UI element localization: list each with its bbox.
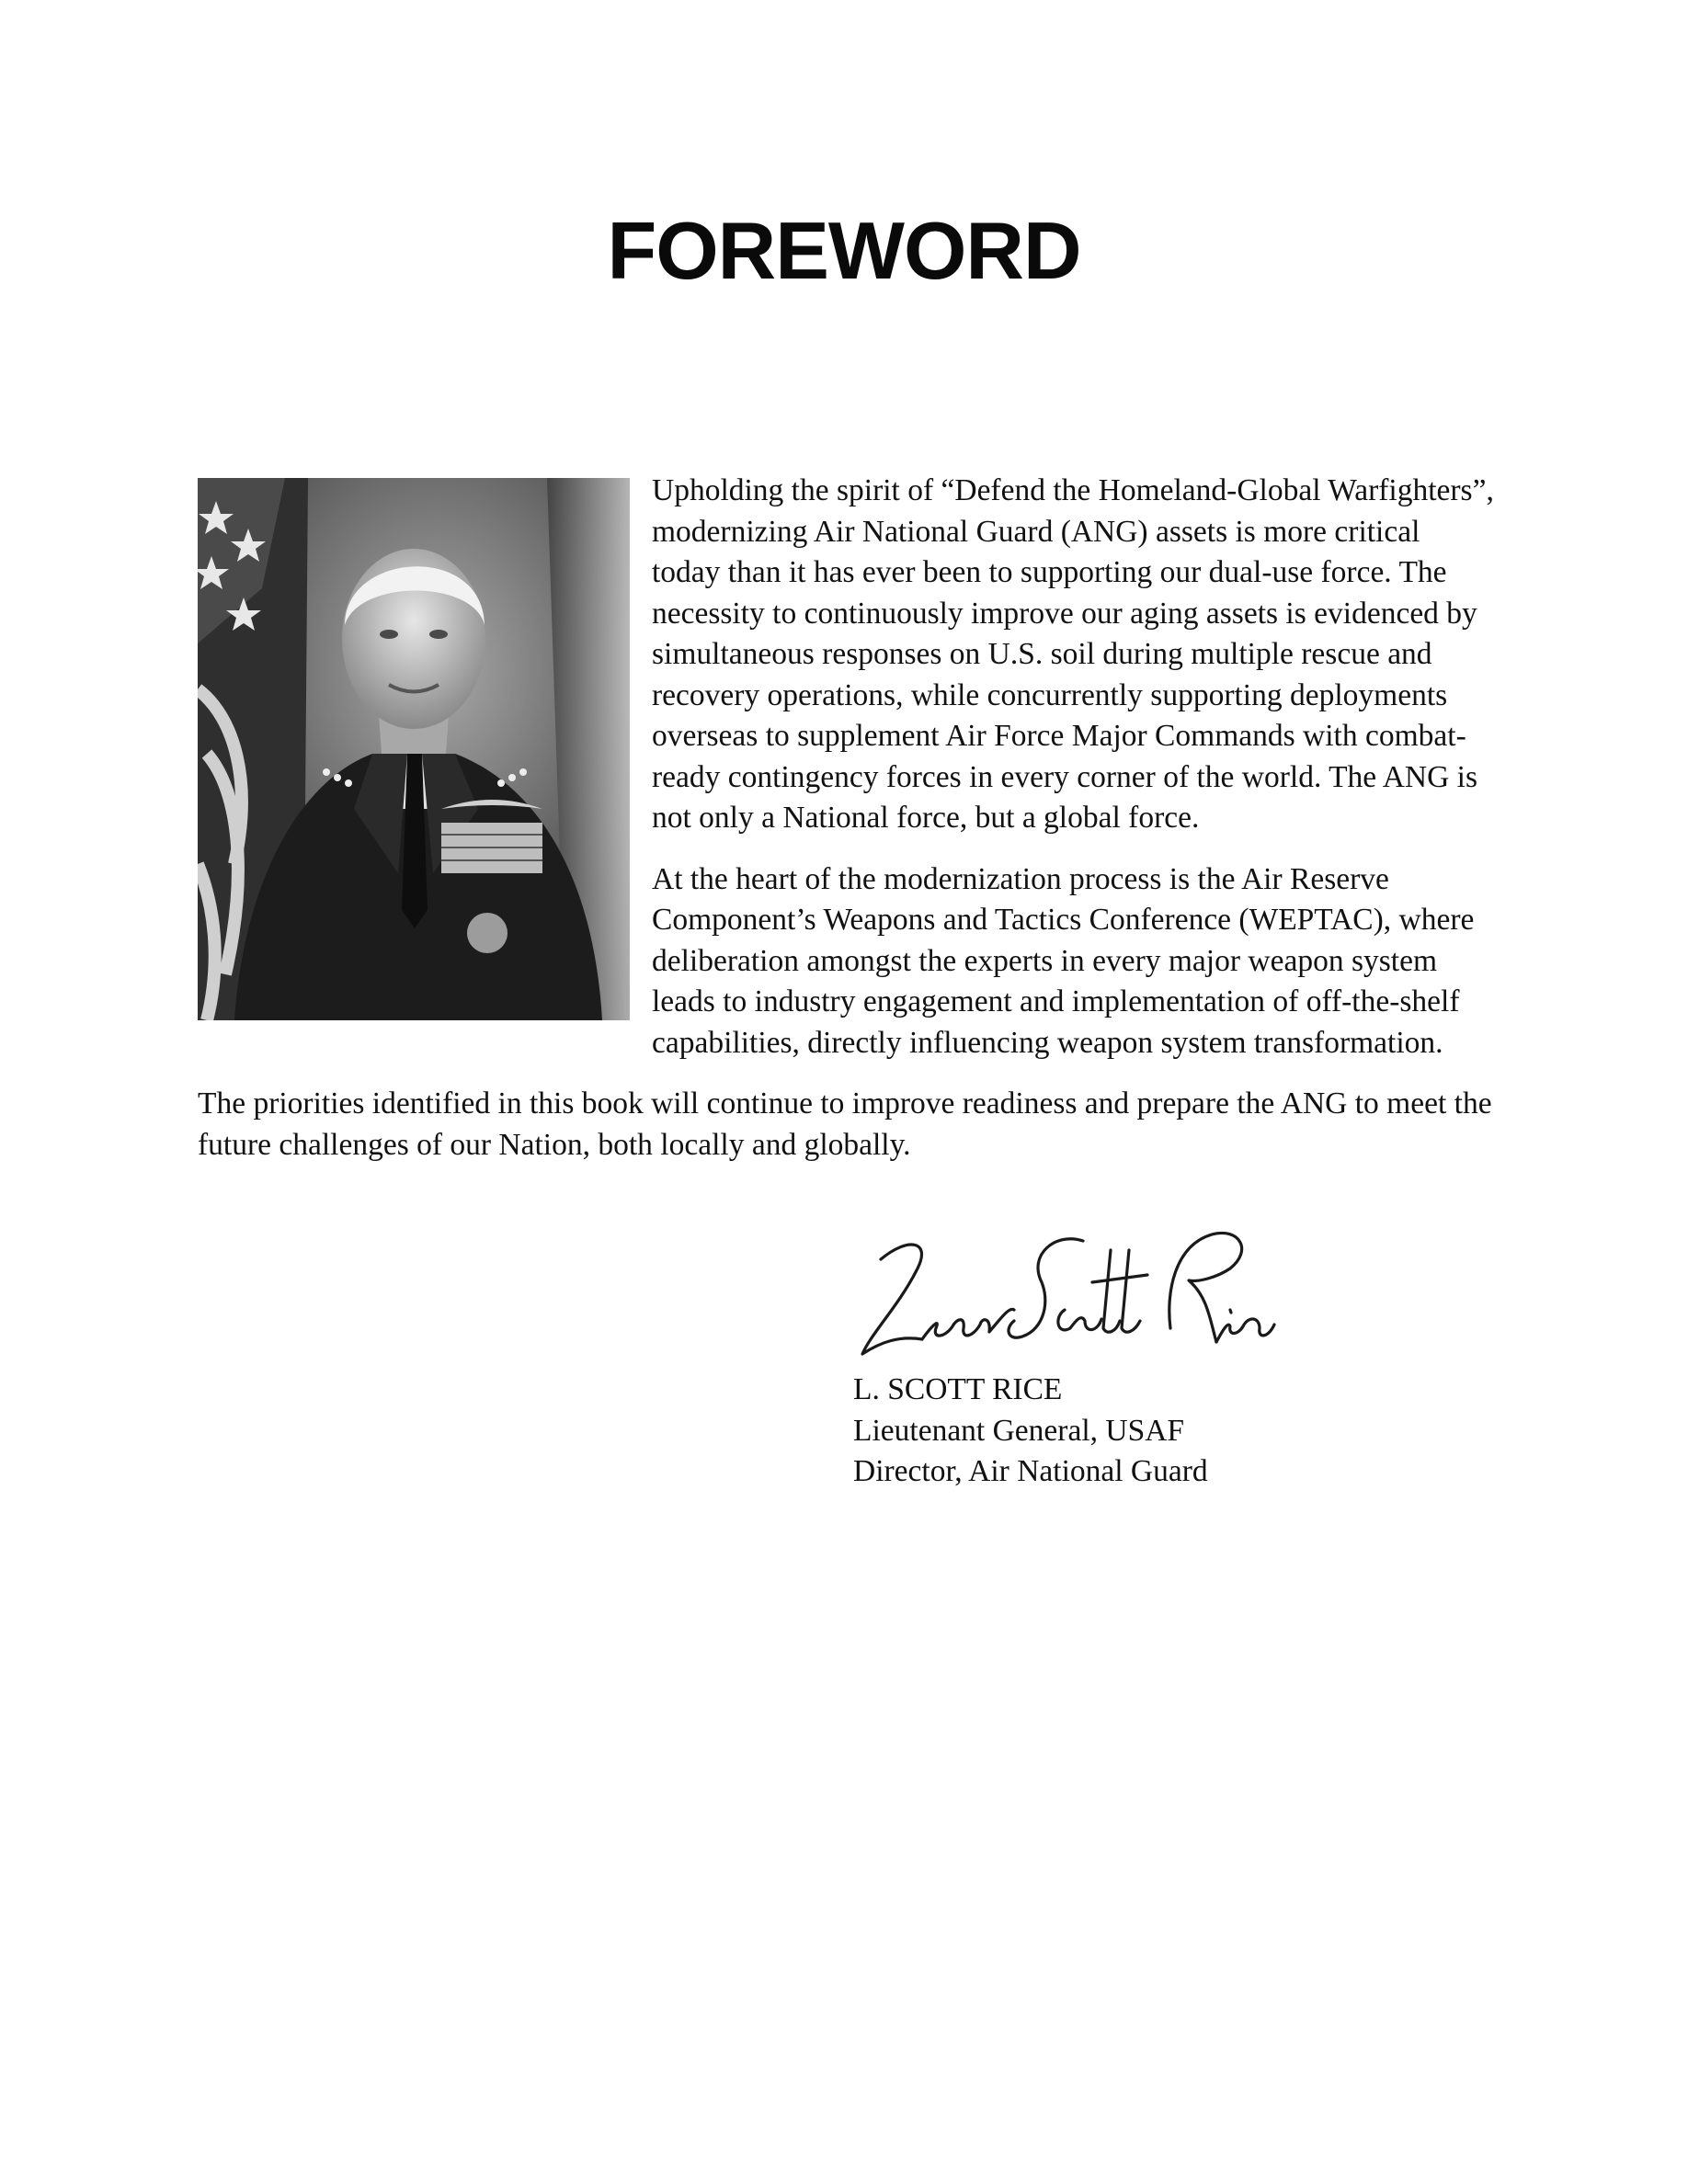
paragraph-2: At the heart of the modernization process is the Air Reserve Component’s Weapons and Tactics Conference (WEPTAC), where deliberation amongst the experts in every major weapon system leads to industry engagement and implementation of off-the-shelf capabilities, directly influencing weapon system transformation.	[652, 861, 1475, 1060]
signatory-name: L. SCOTT RICE	[853, 1372, 1063, 1406]
signatory-rank: Lieutenant General, USAF	[853, 1413, 1185, 1448]
paragraph-3: The priorities identified in this book will continue to improve readiness and prepare the ANG to meet the future challenges of our Nation, both locally and globally.	[198, 1086, 1492, 1162]
paragraph-1: Upholding the spirit of “Defend the Homeland-Global Warfighters”, modernizing Air National Guard (ANG) assets is more critical today than it has ever been to supporting our dual-use force. The necessity to continuously improve our aging assets is evidenced by simultaneous responses on U.S. soil during multiple rescue and recovery operations, while concurrently supporting deployments overseas to supplement Air Force Major Commands with combat-ready contingency forces in every corner of the world. The ANG is not only a National force, but a global force.	[652, 473, 1494, 835]
signatory-position: Director, Air National Guard	[853, 1454, 1208, 1488]
page-title: FOREWORD	[607, 205, 1081, 296]
handwritten-signature	[844, 1218, 1276, 1370]
portrait-photo	[198, 478, 630, 1020]
foreword-body	[198, 471, 1494, 1186]
signature-block	[853, 1218, 1331, 1493]
